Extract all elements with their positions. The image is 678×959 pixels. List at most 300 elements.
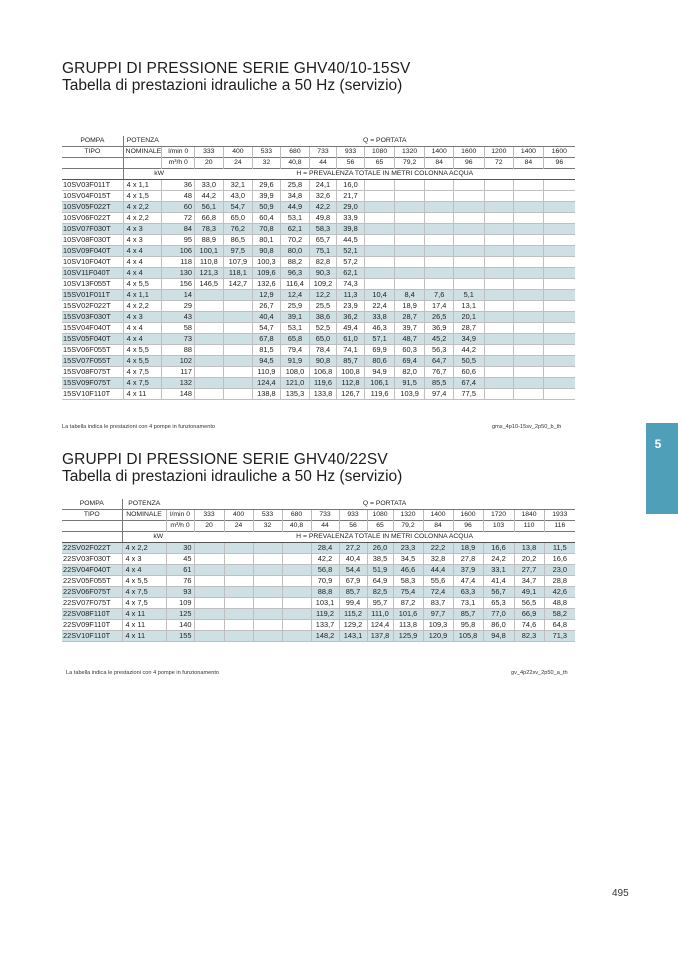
nominal-power: 4 x 5,5: [123, 279, 162, 290]
head-value: [453, 246, 484, 257]
power-kw: 125: [166, 609, 194, 620]
head-value: 65,7: [310, 235, 337, 246]
head-value: [224, 565, 253, 576]
nominal-power: 4 x 1,1: [123, 180, 162, 191]
flow-lmin: 1320: [394, 147, 425, 158]
head-value: 105,8: [453, 631, 483, 642]
flow-lmin: 933: [339, 510, 367, 521]
head-value: 90,8: [253, 246, 281, 257]
flow-m3h: 40,8: [280, 158, 310, 169]
head-value: 67,8: [253, 334, 281, 345]
nominal-power: 4 x 2,2: [123, 213, 162, 224]
nominal-power: 4 x 2,2: [122, 543, 166, 554]
table-row: [62, 345, 575, 356]
kw-header: kW: [122, 532, 194, 543]
flow-lmin: 1320: [393, 510, 423, 521]
pump-type: 10SV04F015T: [62, 191, 123, 202]
head-value: 33,8: [365, 312, 395, 323]
table-row: [62, 246, 575, 257]
head-value: 142,7: [223, 279, 253, 290]
head-value: 95,7: [367, 598, 393, 609]
head-value: 56,7: [483, 587, 514, 598]
head-value: 86,0: [483, 620, 514, 631]
head-value: 106,1: [365, 378, 395, 389]
head-value: 107,9: [223, 257, 253, 268]
head-value: 113,8: [393, 620, 423, 631]
head-value: 48,8: [544, 598, 575, 609]
head-value: 63,3: [453, 587, 483, 598]
head-value: 82,0: [394, 367, 425, 378]
head-value: [223, 301, 253, 312]
pump-type: 22SV09F110T: [62, 620, 122, 631]
head-value: [543, 389, 575, 400]
power-kw: 132: [162, 378, 195, 389]
head-value: 121,3: [195, 268, 224, 279]
head-value: 109,6: [253, 268, 281, 279]
head-value: 76,2: [223, 224, 253, 235]
head-value: [394, 268, 425, 279]
head-value: 44,2: [453, 345, 484, 356]
head-value: 100,3: [253, 257, 281, 268]
head-value: 50,5: [453, 356, 484, 367]
empty: [122, 521, 166, 532]
head-value: [514, 290, 544, 301]
power-kw: 60: [162, 202, 195, 213]
head-value: [224, 554, 253, 565]
head-value: 44,4: [423, 565, 453, 576]
head-value: 69,9: [365, 345, 395, 356]
head-value: [543, 356, 575, 367]
head-value: 27,7: [514, 565, 544, 576]
table-row: [62, 576, 575, 587]
head-value: [194, 598, 224, 609]
head-value: 34,7: [514, 576, 544, 587]
head-value: 45,2: [425, 334, 454, 345]
head-value: [194, 554, 224, 565]
table-row: [62, 367, 575, 378]
head-value: 24,1: [310, 180, 337, 191]
power-kw: 88: [162, 345, 195, 356]
head-value: [484, 290, 514, 301]
head-value: 60,4: [253, 213, 281, 224]
pompa-header: POMPA: [80, 137, 105, 144]
nominal-power: 4 x 4: [123, 268, 162, 279]
head-value: 80,6: [365, 356, 395, 367]
head-value: [425, 279, 454, 290]
head-value: 16,6: [544, 554, 575, 565]
flow-m3h: 96: [453, 158, 484, 169]
head-value: [195, 334, 224, 345]
power-kw: 93: [166, 587, 194, 598]
power-kw: 45: [166, 554, 194, 565]
table-row: [62, 554, 575, 565]
flow-m3h: 32: [253, 158, 281, 169]
head-value: 18,9: [394, 301, 425, 312]
head-value: [453, 279, 484, 290]
head-value: [223, 323, 253, 334]
flow-lmin: 733: [311, 510, 339, 521]
header-row-flow-lmin: [62, 510, 575, 521]
head-value: [223, 334, 253, 345]
head-value: 118,1: [223, 268, 253, 279]
head-value: 32,1: [223, 180, 253, 191]
head-value: 48,7: [394, 334, 425, 345]
head-value: [484, 367, 514, 378]
header-row-flow-m3h: [62, 521, 575, 532]
head-value: 70,9: [311, 576, 339, 587]
head-value: 20,1: [453, 312, 484, 323]
empty: [123, 158, 162, 169]
flow-lmin: 400: [224, 510, 253, 521]
power-kw: 30: [166, 543, 194, 554]
power-kw: 76: [166, 576, 194, 587]
head-value: 86,5: [223, 235, 253, 246]
nominal-power: 4 x 4: [123, 323, 162, 334]
head-value: 111,0: [367, 609, 393, 620]
head-value: 77,0: [483, 609, 514, 620]
head-value: 39,8: [336, 224, 365, 235]
head-value: [514, 334, 544, 345]
head-value: 8,4: [394, 290, 425, 301]
head-value: [224, 620, 253, 631]
head-value: 132,6: [253, 279, 281, 290]
flow-m3h: 56: [339, 521, 367, 532]
head-value: 51,9: [367, 565, 393, 576]
head-value: 53,1: [280, 213, 310, 224]
flow-m3h: 84: [423, 521, 453, 532]
head-value: [543, 180, 575, 191]
pump-type: 15SV04F040T: [62, 323, 123, 334]
head-value: 22,4: [365, 301, 395, 312]
pompa-header: POMPA: [79, 500, 104, 507]
head-value: 17,4: [425, 301, 454, 312]
head-value: [453, 235, 484, 246]
pump-type: 10SV03F011T: [62, 180, 123, 191]
head-value: 82,5: [367, 587, 393, 598]
pump-type: 15SV06F055T: [62, 345, 123, 356]
head-value: 33,0: [195, 180, 224, 191]
head-value: [194, 543, 224, 554]
nominal-power: 4 x 7,5: [123, 378, 162, 389]
nominal-power: 4 x 7,5: [123, 367, 162, 378]
head-value: [223, 389, 253, 400]
head-value: 125,9: [393, 631, 423, 642]
head-value: [514, 180, 544, 191]
table-row: [62, 279, 575, 290]
head-value: 29,6: [253, 180, 281, 191]
flow-lmin: 1600: [453, 147, 484, 158]
head-value: 10,4: [365, 290, 395, 301]
nominal-power: 4 x 1,5: [123, 191, 162, 202]
section1-title: GRUPPI DI PRESSIONE SERIE GHV40/10-15SV: [62, 60, 411, 77]
head-value: [453, 191, 484, 202]
pump-type: 22SV03F030T: [62, 554, 122, 565]
head-value: [194, 620, 224, 631]
flow-lmin: 533: [253, 510, 282, 521]
head-value: 36,9: [425, 323, 454, 334]
head-value: 27,8: [453, 554, 483, 565]
flow-m3h: 65: [365, 158, 395, 169]
head-value: [282, 620, 311, 631]
head-value: 34,8: [280, 191, 310, 202]
head-value: 53,1: [280, 323, 310, 334]
head-value: [253, 609, 282, 620]
unit-m3h: m³/h 0: [166, 521, 194, 532]
portata-header: Q = PORTATA: [363, 137, 407, 144]
head-value: [253, 620, 282, 631]
head-value: 74,1: [336, 345, 365, 356]
head-value: [484, 345, 514, 356]
power-kw: 140: [166, 620, 194, 631]
head-value: 62,1: [280, 224, 310, 235]
head-value: [484, 213, 514, 224]
head-value: [425, 235, 454, 246]
head-value: 65,3: [483, 598, 514, 609]
power-kw: 118: [162, 257, 195, 268]
head-value: [425, 202, 454, 213]
head-value: 72,4: [423, 587, 453, 598]
potenza-header: POTENZA: [123, 136, 162, 147]
head-value: 40,4: [253, 312, 281, 323]
head-value: 49,4: [336, 323, 365, 334]
head-value: [253, 576, 282, 587]
table-row: [62, 213, 575, 224]
head-value: [514, 235, 544, 246]
head-value: [223, 312, 253, 323]
head-value: 39,9: [253, 191, 281, 202]
header-row-1: [62, 136, 575, 147]
head-value: 137,8: [367, 631, 393, 642]
header-row-1: [62, 499, 575, 510]
head-value: 23,9: [336, 301, 365, 312]
head-value: 119,6: [365, 389, 395, 400]
head-value: 57,1: [365, 334, 395, 345]
table-row: [62, 378, 575, 389]
empty: [62, 521, 122, 532]
pump-type: 15SV08F075T: [62, 367, 123, 378]
power-kw: 36: [162, 180, 195, 191]
flow-m3h: 44: [311, 521, 339, 532]
empty: [62, 169, 123, 180]
head-value: [543, 345, 575, 356]
power-kw: 43: [162, 312, 195, 323]
page-number: 495: [612, 888, 629, 899]
table-row: [62, 587, 575, 598]
flow-lmin: 1080: [365, 147, 395, 158]
head-value: 40,4: [339, 554, 367, 565]
head-value: [253, 543, 282, 554]
pump-type: 22SV10F110T: [62, 631, 122, 642]
head-value: 56,1: [195, 202, 224, 213]
flow-lmin: 1400: [425, 147, 454, 158]
nominal-power: 4 x 5,5: [122, 576, 166, 587]
section2-subtitle: Tabella di prestazioni idrauliche a 50 Hz (servizio): [62, 468, 403, 485]
head-value: 99,4: [339, 598, 367, 609]
head-value: [514, 356, 544, 367]
head-value: 148,2: [311, 631, 339, 642]
tipo-header: TIPO: [62, 510, 122, 521]
flow-lmin: 1400: [514, 147, 544, 158]
power-kw: 84: [162, 224, 195, 235]
table-row: [62, 631, 575, 642]
head-value: 65,0: [223, 213, 253, 224]
power-kw: 130: [162, 268, 195, 279]
head-value: [282, 609, 311, 620]
head-value: 23,0: [544, 565, 575, 576]
flow-lmin: 333: [194, 510, 224, 521]
head-value: 55,6: [423, 576, 453, 587]
head-value: 42,6: [544, 587, 575, 598]
head-value: 70,8: [253, 224, 281, 235]
header-row-units: [62, 169, 575, 180]
head-value: 56,5: [514, 598, 544, 609]
head-value: 58,3: [393, 576, 423, 587]
power-kw: 14: [162, 290, 195, 301]
table-row: [62, 620, 575, 631]
head-value: 91,5: [394, 378, 425, 389]
head-value: 62,1: [336, 268, 365, 279]
table-row: [62, 202, 575, 213]
head-value: [223, 367, 253, 378]
head-value: [543, 246, 575, 257]
section1-subtitle: Tabella di prestazioni idrauliche a 50 Hz (servizio): [62, 77, 403, 94]
head-value: [394, 180, 425, 191]
performance-table-10-15sv: [62, 136, 575, 400]
head-value: [514, 378, 544, 389]
flow-lmin: 933: [336, 147, 365, 158]
head-value: [484, 246, 514, 257]
head-value: 54,4: [339, 565, 367, 576]
header-row-units: [62, 532, 575, 543]
flow-m3h: 110: [514, 521, 544, 532]
head-value: [425, 268, 454, 279]
head-value: [453, 224, 484, 235]
head-value: [282, 598, 311, 609]
head-value: [394, 257, 425, 268]
portata-header: Q = PORTATA: [362, 500, 407, 507]
head-value: 95,8: [453, 620, 483, 631]
head-value: [394, 246, 425, 257]
head-value: [514, 202, 544, 213]
head-value: 11,5: [544, 543, 575, 554]
table1-body: [62, 136, 575, 400]
head-value: 88,2: [280, 257, 310, 268]
head-value: 80,1: [253, 235, 281, 246]
head-value: [223, 345, 253, 356]
head-value: [282, 565, 311, 576]
table2-body: [62, 499, 575, 642]
head-value: 34,5: [393, 554, 423, 565]
flow-lmin: 680: [282, 510, 311, 521]
head-value: [253, 587, 282, 598]
head-value: 25,8: [280, 180, 310, 191]
prevalenza-header: H = PREVALENZA TOTALE IN METRI COLONNA ACQUA: [194, 532, 575, 543]
power-kw: 102: [162, 356, 195, 367]
spacer: [162, 136, 195, 147]
nominal-power: 4 x 11: [122, 620, 166, 631]
head-value: [365, 279, 395, 290]
head-value: [425, 224, 454, 235]
head-value: [484, 180, 514, 191]
head-value: [543, 312, 575, 323]
power-kw: 48: [162, 191, 195, 202]
head-value: [543, 334, 575, 345]
power-kw: 148: [162, 389, 195, 400]
head-value: 22,2: [423, 543, 453, 554]
head-value: [223, 378, 253, 389]
head-value: 46,3: [365, 323, 395, 334]
head-value: [195, 345, 224, 356]
head-value: [195, 290, 224, 301]
head-value: [514, 312, 544, 323]
unit-lmin: l/min 0: [162, 147, 195, 158]
head-value: 64,7: [425, 356, 454, 367]
head-value: 33,9: [336, 213, 365, 224]
head-value: [425, 246, 454, 257]
head-value: [194, 576, 224, 587]
nominal-power: 4 x 2,2: [123, 301, 162, 312]
flow-m3h: 40,8: [282, 521, 311, 532]
head-value: 133,8: [310, 389, 337, 400]
power-kw: 61: [166, 565, 194, 576]
head-value: 71,3: [544, 631, 575, 642]
table-row: [62, 257, 575, 268]
head-value: 37,9: [453, 565, 483, 576]
table-row: [62, 565, 575, 576]
nominal-power: 4 x 5,5: [123, 356, 162, 367]
head-value: [394, 235, 425, 246]
table-row: [62, 224, 575, 235]
table-row: [62, 191, 575, 202]
head-value: [365, 235, 395, 246]
empty: [62, 532, 122, 543]
head-value: [365, 202, 395, 213]
table1-code: gms_4p10-15sv_2p50_b_th: [492, 424, 562, 430]
head-value: 25,5: [310, 301, 337, 312]
head-value: 39,7: [394, 323, 425, 334]
head-value: [543, 202, 575, 213]
head-value: 82,3: [514, 631, 544, 642]
head-value: 97,4: [425, 389, 454, 400]
head-value: [365, 246, 395, 257]
head-value: 119,6: [310, 378, 337, 389]
head-value: 66,8: [195, 213, 224, 224]
head-value: [365, 268, 395, 279]
head-value: 52,5: [310, 323, 337, 334]
head-value: 87,2: [393, 598, 423, 609]
head-value: [282, 631, 311, 642]
flow-m3h: 20: [194, 521, 224, 532]
head-value: 57,2: [336, 257, 365, 268]
head-value: 115,2: [339, 609, 367, 620]
head-value: [453, 180, 484, 191]
nominal-power: 4 x 11: [123, 389, 162, 400]
head-value: 60,6: [453, 367, 484, 378]
nominal-power: 4 x 7,5: [122, 598, 166, 609]
pump-type: 10SV05F022T: [62, 202, 123, 213]
head-value: 27,2: [339, 543, 367, 554]
head-value: 129,2: [339, 620, 367, 631]
head-value: [543, 279, 575, 290]
head-value: 116,4: [280, 279, 310, 290]
head-value: 106,8: [310, 367, 337, 378]
head-value: [514, 389, 544, 400]
head-value: 32,6: [310, 191, 337, 202]
head-value: [224, 631, 253, 642]
head-value: 39,1: [280, 312, 310, 323]
table-row: [62, 268, 575, 279]
head-value: [514, 345, 544, 356]
